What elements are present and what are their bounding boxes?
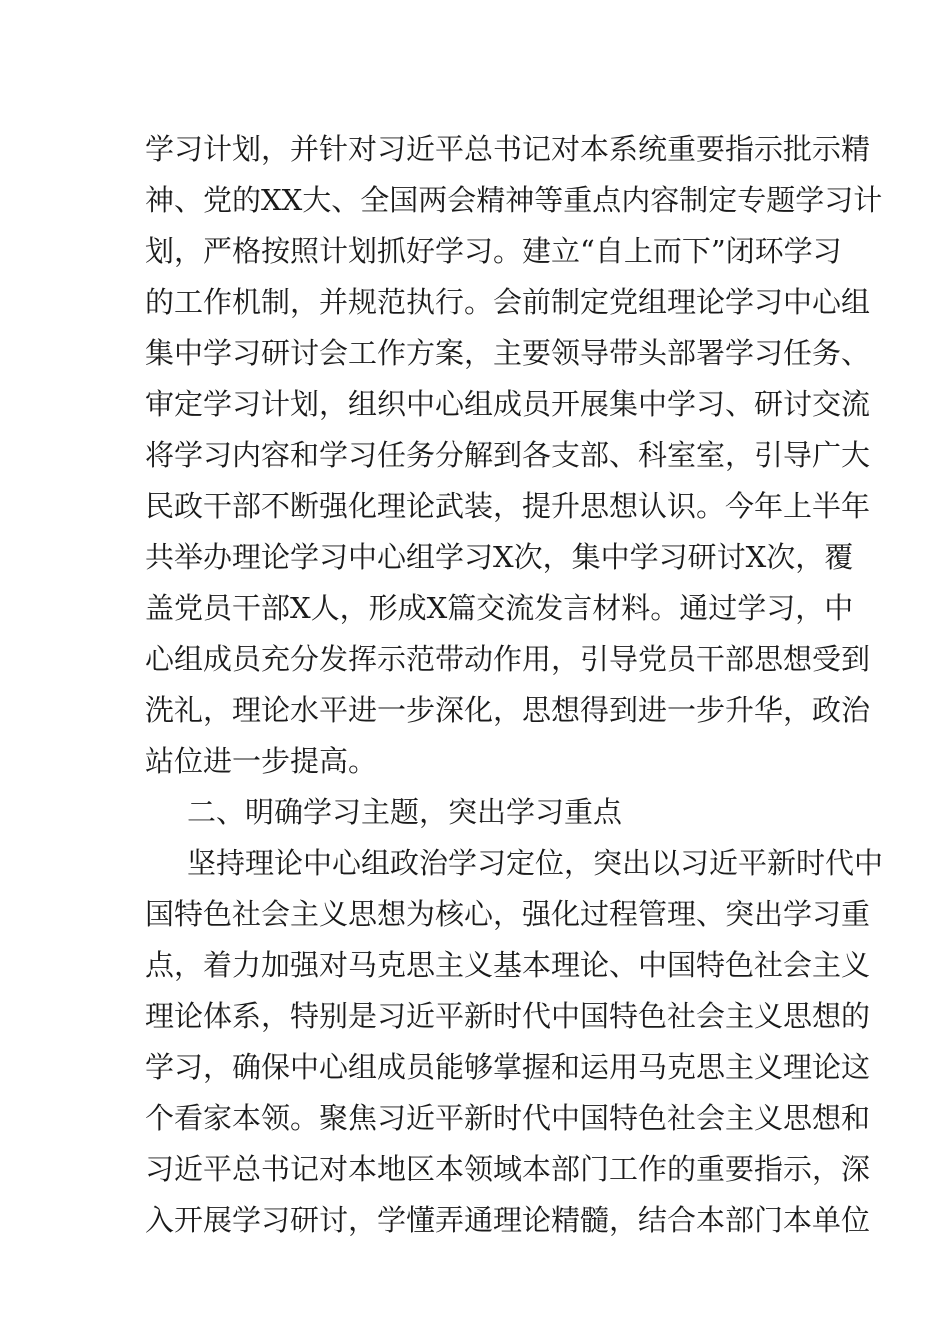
section-heading: 二、明确学习主题，突出学习重点 [187, 795, 623, 829]
text-line: 习近平总书记对本地区本领域本部门工作的重要指示，深 [145, 1152, 871, 1186]
text-line: 神、党的XX大、全国两会精神等重点内容制定专题学习计 [145, 183, 883, 217]
text-line: 国特色社会主义思想为核心，强化过程管理、突出学习重 [145, 897, 871, 931]
text-line: 将学习内容和学习任务分解到各支部、科室室，引导广大 [145, 438, 871, 472]
text-line: 洗礼，理论水平进一步深化，思想得到进一步升华，政治 [145, 693, 871, 727]
text-line: 的工作机制，并规范执行。会前制定党组理论学习中心组 [145, 285, 871, 319]
text-line: 共举办理论学习中心组学习X次，集中学习研讨X次，覆 [145, 540, 854, 574]
text-line: 集中学习研讨会工作方案，主要领导带头部署学习任务、 [145, 336, 871, 370]
paragraph-study-plan [145, 124, 883, 787]
text-line: 个看家本领。聚焦习近平新时代中国特色社会主义思想和 [145, 1101, 871, 1135]
text-line: 学习计划，并针对习近平总书记对本系统重要指示批示精 [145, 132, 871, 166]
text-line: 坚持理论中心组政治学习定位，突出以习近平新时代中 [187, 846, 884, 880]
text-line: 点，着力加强对马克思主义基本理论、中国特色社会主义 [145, 948, 871, 982]
paragraph-study-theme [145, 838, 884, 1246]
text-line: 站位进一步提高。 [145, 744, 378, 778]
text-line: 理论体系，特别是习近平新时代中国特色社会主义思想的 [145, 999, 871, 1033]
text-line: 心组成员充分发挥示范带动作用，引导党员干部思想受到 [145, 642, 871, 676]
text-line: 入开展学习研讨，学懂弄通理论精髓，结合本部门本单位 [145, 1203, 871, 1237]
text-line: 民政干部不断强化理论武装，提升思想认识。今年上半年 [145, 489, 871, 523]
text-line: 划，严格按照计划抓好学习。建立“自上而下”闭环学习 [145, 234, 842, 268]
text-line: 审定学习计划，组织中心组成员开展集中学习、研讨交流 [145, 387, 871, 421]
document-page [145, 124, 884, 1246]
text-line: 学习，确保中心组成员能够掌握和运用马克思主义理论这 [145, 1050, 871, 1084]
text-line: 盖党员干部X人，形成X篇交流发言材料。通过学习，中 [145, 591, 854, 625]
